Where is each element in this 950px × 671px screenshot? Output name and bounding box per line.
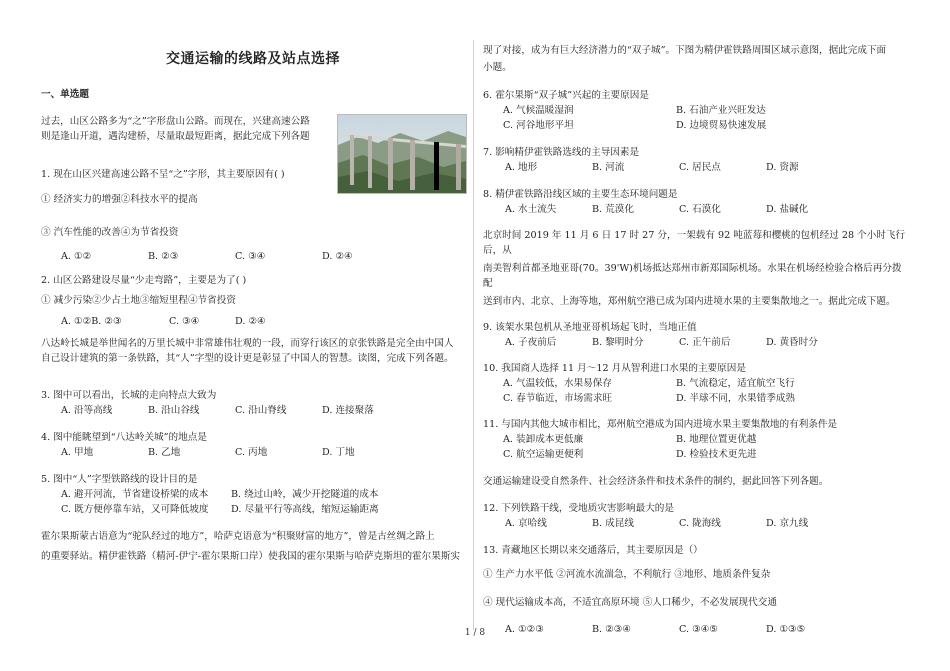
question-1-options	[41, 249, 465, 264]
option[interactable]: B. ②③④	[592, 624, 631, 635]
intro-4-line: 送到市内、北京、上海等地，郑州航空港已成为国内进境水果的主要集散地之一。据此完成下题。	[483, 296, 896, 307]
intro-3-line: 的重要驿站。精伊霍铁路（精河-伊宁-霍尔果斯口岸）使我国的霍尔果斯与哈萨克斯坦的霍尔果斯实	[41, 551, 461, 562]
option[interactable]: B. 乙地	[148, 447, 181, 458]
question-2-stem: 2. 山区公路建设尽量“少走弯路”，主要是为了( )	[41, 275, 247, 286]
intro-3-continued: 小题。	[483, 62, 512, 73]
option[interactable]: A. 地形	[505, 162, 538, 173]
question-4-stem: 4. 图中能眺望到“八达岭关城”的地点是	[41, 432, 207, 443]
question-11-options	[483, 432, 911, 462]
option[interactable]: B. 沿山谷线	[148, 405, 200, 416]
question-8-stem: 8. 精伊霍铁路沿线区域的主要生态环境问题是	[483, 189, 678, 200]
option[interactable]: A. 水土流失	[505, 204, 557, 215]
option[interactable]: C. 丙地	[235, 447, 268, 458]
option[interactable]: D. 检验技术更先进	[676, 449, 757, 460]
option[interactable]: A. 气候温暖湿润	[503, 105, 574, 116]
option[interactable]: C. 春节临近，市场需求旺	[503, 393, 613, 404]
question-9-options	[483, 335, 911, 350]
option[interactable]: D. ①③⑤	[766, 624, 806, 635]
question-3-stem: 3. 图中可以看出，长城的走向特点大致为	[41, 390, 217, 401]
question-12-stem: 12. 下列铁路干线，受地质灾害影响最大的是	[483, 503, 674, 514]
option[interactable]: C. 河谷地形平坦	[503, 120, 574, 131]
question-13-stem: 13. 青藏地区长期以来交通落后，其主要原因是（）	[483, 545, 703, 556]
right-column	[483, 43, 911, 637]
column-divider	[473, 40, 474, 630]
question-2-statement: ① 减少污染②少占土地③缩短里程④节省投资	[41, 295, 236, 306]
question-1-stem: 1. 现在山区兴建高速公路不呈“之”字形，其主要原因有( )	[41, 169, 285, 180]
left-column	[41, 46, 465, 564]
question-11-stem: 11. 与国内其他大城市相比，郑州航空港成为国内进境水果主要集散地的有利条件是	[483, 419, 838, 430]
question-10-options	[483, 376, 911, 406]
option[interactable]: D. 资源	[766, 162, 799, 173]
option[interactable]: D. ②④	[235, 316, 266, 327]
option[interactable]: B. 成昆线	[592, 518, 634, 529]
option[interactable]: A. 气温较低，水果易保存	[503, 378, 612, 389]
section-heading: 一、单选题	[41, 89, 89, 100]
option[interactable]: B. 荒漠化	[592, 204, 634, 215]
option[interactable]: B. 地理位置更优越	[676, 434, 757, 445]
question-5-options	[41, 487, 465, 517]
option[interactable]: C. 沿山脊线	[235, 405, 287, 416]
option[interactable]: A. 甲地	[61, 447, 94, 458]
intro-4-line: 南美智利首都圣地亚哥(70。39'W)机场抵达郑州市新郑国际机场。水果在机场经检验合格后再分拨配	[483, 263, 902, 289]
intro-4-line: 北京时间 2019 年 11 月 6 日 17 时 27 分，一架载有 92 吨蓝莓和樱桃的包机经过 28 个小时飞行后，从	[483, 230, 906, 256]
option[interactable]: D. 尽量平行等高线，缩短运输距离	[231, 504, 379, 515]
question-1-statement: ③ 汽车性能的改善④为节省投资	[41, 227, 179, 238]
option[interactable]: D. ②④	[322, 251, 353, 262]
option[interactable]: D. 连接聚落	[322, 405, 374, 416]
question-13-statement: ④ 现代运输成本高，不适宜高原环境 ⑤人口稀少，不必发展现代交通	[483, 597, 777, 608]
question-8-options	[483, 202, 911, 217]
page-number: 1 / 8	[464, 628, 486, 638]
intro-1-line: 过去，山区公路多为“之”字形盘山公路。而现在，兴建高速公路	[41, 116, 310, 127]
option[interactable]: C. 石漠化	[679, 204, 721, 215]
option[interactable]: B. 石油产业兴旺发达	[676, 105, 766, 116]
option[interactable]: C. 居民点	[679, 162, 721, 173]
option[interactable]: A. 沿等高线	[61, 405, 113, 416]
option[interactable]: C. 正午前后	[679, 337, 731, 348]
option[interactable]: C. ③④⑤	[679, 624, 718, 635]
option[interactable]: B. 绕过山岭，减少开挖隧道的成本	[231, 489, 379, 500]
question-6-stem: 6. 霍尔果斯“双子城”兴起的主要原因是	[483, 90, 649, 101]
option[interactable]: C. 航空运输更便利	[503, 449, 584, 460]
option[interactable]: A. 避开河流，节省建设桥梁的成本	[61, 489, 209, 500]
question-5-stem: 5. 图中“人”字型铁路线的设计目的是	[41, 474, 198, 485]
option[interactable]: C. 陇海线	[679, 518, 721, 529]
intro-3-line: 霍尔果斯蒙古语意为“驼队经过的地方”，哈萨克语意为“积聚财富的地方”，曾是古丝绸之路上	[41, 531, 435, 542]
intro-1-line: 则是逢山开道，遇沟建桥，尽量取最短距离，据此完成下列各题	[41, 131, 310, 142]
highway-bridge-photo	[337, 114, 467, 194]
option[interactable]: B. 气流稳定，适宜航空飞行	[676, 378, 795, 389]
page-title: 交通运输的线路及站点选择	[166, 51, 340, 67]
option[interactable]: D. 盐碱化	[766, 204, 809, 215]
intro-2-line: 八达岭长城是举世闻名的万里长城中非常雄伟壮观的一段，而穿行该区的京张铁路是完全由中国人	[41, 338, 454, 349]
option[interactable]: B. 河流	[592, 162, 625, 173]
option[interactable]: A. ①②	[61, 251, 92, 262]
intro-3-continued: 现了对接，成为有巨大经济潜力的“双子城”。下图为精伊霍铁路周围区域示意图，据此完成下面	[483, 45, 887, 56]
question-12-options	[483, 516, 911, 531]
option[interactable]: C. 既方便停靠车站，又可降低坡度	[61, 504, 209, 515]
option[interactable]: A. ①②B. ②③	[61, 316, 122, 327]
option[interactable]: A. ①②③	[505, 624, 544, 635]
question-7-options	[483, 160, 911, 175]
question-2-options	[41, 314, 465, 329]
question-6-options	[483, 103, 911, 133]
option[interactable]: A. 子夜前后	[505, 337, 557, 348]
question-9-stem: 9. 该架水果包机从圣地亚哥机场起飞时，当地正值	[483, 322, 697, 333]
option[interactable]: D. 边境贸易快速发展	[676, 120, 767, 131]
question-1-statement: ① 经济实力的增强②科技水平的提高	[41, 194, 198, 205]
question-4-options	[41, 445, 465, 460]
option[interactable]: B. ②③	[148, 251, 179, 262]
question-7-stem: 7. 影响精伊霍铁路选线的主导因素是	[483, 147, 640, 158]
option[interactable]: D. 黄昏时分	[766, 337, 818, 348]
option[interactable]: D. 半球不同，水果错季成熟	[676, 393, 795, 404]
intro-5: 交通运输建设受自然条件、社会经济条件和技术条件的制约，据此回答下列各题。	[483, 476, 829, 487]
option[interactable]: D. 京九线	[766, 518, 809, 529]
option[interactable]: C. ③④	[169, 316, 200, 327]
question-13-statement: ① 生产力水平低 ②河流水流湍急，不利航行 ③地形、地质条件复杂	[483, 569, 771, 580]
intro-1	[41, 114, 465, 144]
question-10-stem: 10. 我国商人选择 11 月～12 月从智利进口水果的主要原因是	[483, 363, 746, 374]
option[interactable]: A. 装卸成本更低廉	[503, 434, 584, 445]
option[interactable]: D. 丁地	[322, 447, 355, 458]
option[interactable]: B. 黎明时分	[592, 337, 644, 348]
question-3-options	[41, 403, 465, 418]
intro-2-line: 自己设计建筑的第一条铁路，其“人”字型的设计更是彰显了中国人的智慧。读图，完成下列各题。	[41, 353, 454, 364]
option[interactable]: A. 京哈线	[505, 518, 547, 529]
bridge-image-icon	[338, 115, 466, 193]
option[interactable]: C. ③④	[235, 251, 266, 262]
